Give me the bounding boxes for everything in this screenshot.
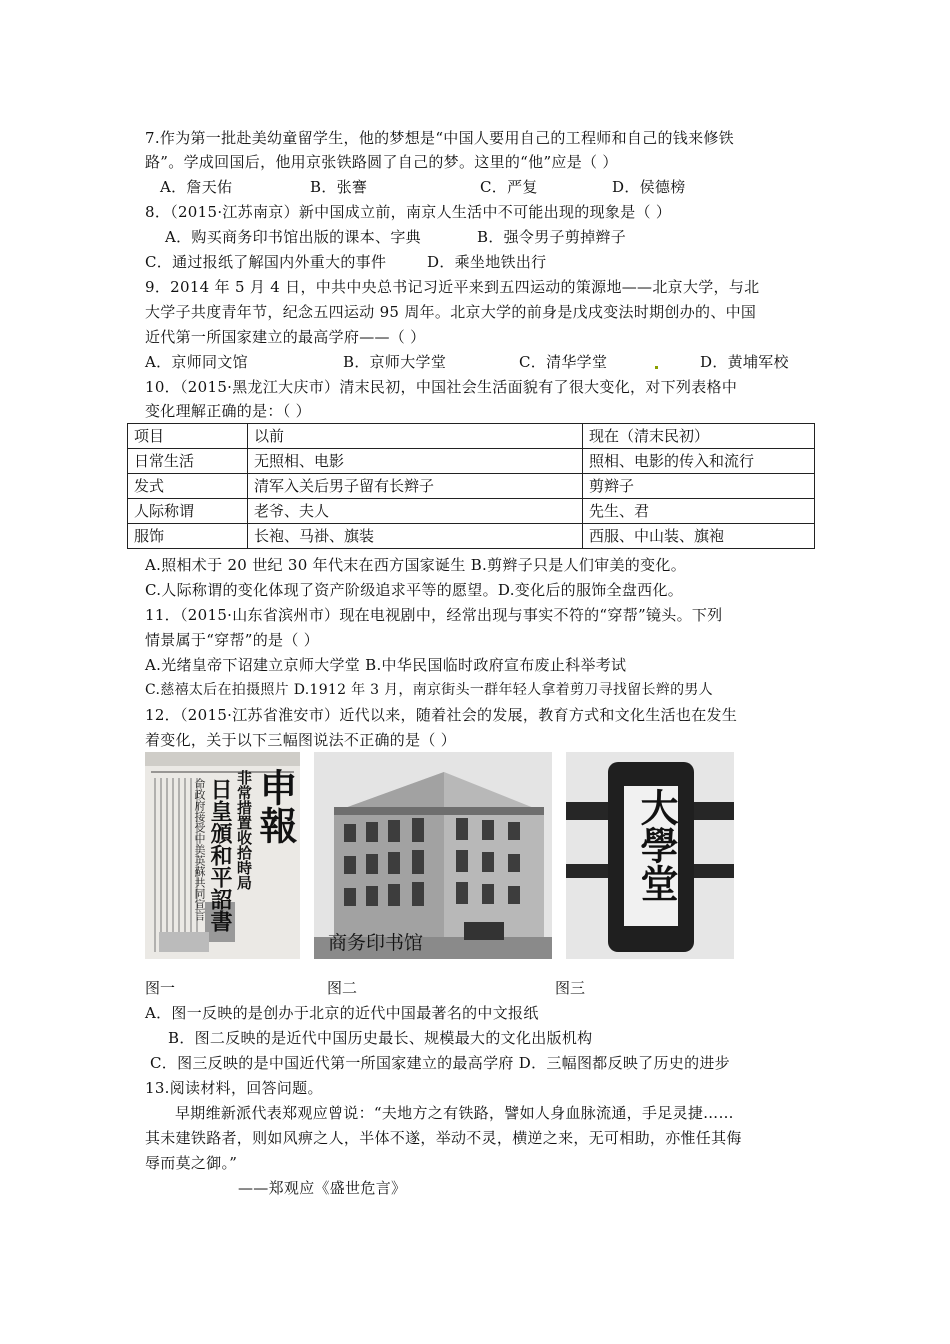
q12-stem-line2: 着变化，关于以下三幅图说法不正确的是（ ） (145, 731, 457, 749)
q10-options-line2[interactable]: C.人际称谓的变化体现了资产阶级追求平等的愿望。D.变化后的服饰全盘西化。 (145, 581, 684, 599)
q11-options-line1[interactable]: A.光绪皇帝下诏建立京师大学堂 B.中华民国临时政府宣布废止科举考试 (145, 656, 627, 674)
q8-option-d[interactable]: D．乘坐地铁出行 (427, 253, 547, 271)
q10-options-line1[interactable]: A.照相术于 20 世纪 30 年代末在西方国家诞生 B.剪辫子只是人们审美的变化。 (145, 556, 687, 574)
table-cell: 长袍、马褂、旗装 (248, 524, 583, 549)
table-cell: 西服、中山装、旗袍 (583, 524, 815, 549)
q13-material-line1: 早期维新派代表郑观应曾说：“夫地方之有铁路，譬如人身血脉流通，手足灵捷…… (175, 1104, 734, 1122)
figure-commercial-press (314, 752, 552, 959)
q11-stem-line1: 11．（2015·山东省滨州市）现在电视剧中，经常出现与事实不符的“穿帮”镜头。下列 (145, 606, 723, 624)
figure-plaque (566, 752, 734, 959)
newspaper-headline2: 日皇頒和平詔書 (207, 778, 233, 932)
newspaper-headline1: 非常措置收拾時局 (235, 770, 253, 890)
table-cell: 照相、电影的传入和流行 (583, 449, 815, 474)
q10-stem-line1: 10．（2015·黑龙江大庆市）清末民初，中国社会生活面貌有了很大变化，对下列表格中 (145, 378, 738, 396)
table-header-cell: 以前 (248, 424, 583, 449)
q9-stem-line1: 9．2014 年 5 月 4 日，中共中央总书记习近平来到五四运动的策源地——北京大学，与北 (145, 278, 760, 296)
table-row (128, 524, 815, 549)
table-cell: 老爷、夫人 (248, 499, 583, 524)
q7-stem-line1: 7.作为第一批赴美幼童留学生，他的梦想是“中国人要用自己的工程师和自己的钱来修铁 (145, 129, 734, 147)
q9-option-b[interactable]: B．京师大学堂 (343, 353, 447, 371)
table-header-cell: 项目 (128, 424, 248, 449)
table-cell: 发式 (128, 474, 248, 499)
q9-option-d[interactable]: D．黄埔军校 (700, 353, 789, 371)
building-image (314, 752, 552, 959)
q7-option-d[interactable]: D．侯德榜 (612, 178, 686, 196)
q12-stem-line1: 12．（2015·江苏省淮安市）近代以来，随着社会的发展，教育方式和文化生活也在发生 (145, 706, 738, 724)
table-header-cell: 现在（清末民初） (583, 424, 815, 449)
q12-option-b[interactable]: B．图二反映的是近代中国历史最长、规模最大的文化出版机构 (168, 1029, 593, 1047)
table-row (128, 474, 815, 499)
q8-option-a[interactable]: A．购买商务印书馆出版的课本、字典 (165, 228, 421, 246)
q9-stem-line2: 大学子共度青年节，纪念五四运动 95 周年。北京大学的前身是戊戌变法时期创办的、中国 (145, 303, 757, 321)
figure-caption-1: 图一 (145, 979, 176, 997)
q7-option-b[interactable]: B．张謇 (310, 178, 368, 196)
q11-stem-line2: 情景属于“穿帮”的是（ ） (145, 631, 320, 649)
q9-stem-line3: 近代第一所国家建立的最高学府——（ ） (145, 328, 426, 346)
newspaper-masthead: 申報 (253, 768, 298, 844)
table-cell: 剪辫子 (583, 474, 815, 499)
newspaper-headline3: 命政府接受中美英蘇共同宣言 (193, 778, 206, 921)
q8-stem: 8．（2015·江苏南京）新中国成立前，南京人生活中不可能出现的现象是（ ） (145, 203, 672, 221)
table-row (128, 499, 815, 524)
q13-stem: 13.阅读材料，回答问题。 (145, 1079, 323, 1097)
q12-option-a[interactable]: A．图一反映的是创办于北京的近代中国最著名的中文报纸 (145, 1004, 539, 1022)
q10-stem-line2: 变化理解正确的是：（ ） (145, 402, 311, 420)
table-header-row (128, 424, 815, 449)
q7-option-c[interactable]: C．严复 (480, 178, 538, 196)
building-label: 商务印书馆 (328, 932, 424, 954)
table-cell: 清军入关后男子留有长辫子 (248, 474, 583, 499)
stray-dot (655, 366, 658, 369)
q11-options-line2[interactable]: C.慈禧太后在拍摄照片 D.1912 年 3 月，南京街头一群年轻人拿着剪刀寻找留长辫的男人 (145, 682, 713, 698)
q12-option-cd[interactable]: C．图三反映的是中国近代第一所国家建立的最高学府 D．三幅图都反映了历史的进步 (150, 1054, 730, 1072)
comparison-table (127, 423, 815, 549)
table-row (128, 449, 815, 474)
q13-material-line3: 辱而莫之御。” (145, 1154, 238, 1172)
table-cell: 日常生活 (128, 449, 248, 474)
plaque-text: 大學堂 (634, 788, 679, 902)
figure-caption-3: 图三 (555, 979, 586, 997)
q9-option-c[interactable]: C．清华学堂 (519, 353, 608, 371)
table-cell: 无照相、电影 (248, 449, 583, 474)
q7-stem-line2: 路”。学成回国后，他用京张铁路圆了自己的梦。这里的“他”应是（ ） (145, 153, 618, 171)
figure-caption-2: 图二 (327, 979, 358, 997)
table-cell: 服饰 (128, 524, 248, 549)
figure-newspaper (145, 752, 300, 959)
q9-option-a[interactable]: A．京师同文馆 (145, 353, 248, 371)
q8-option-b[interactable]: B．强令男子剪掉辫子 (477, 228, 627, 246)
q7-option-a[interactable]: A．詹天佑 (160, 178, 233, 196)
q13-source: ——郑观应《盛世危言》 (238, 1179, 407, 1197)
q8-option-c[interactable]: C．通过报纸了解国内外重大的事件 (145, 253, 387, 271)
q13-material-line2: 其未建铁路者，则如风痹之人，半体不遂，举动不灵，横逆之来，无可相助，亦惟任其侮 (145, 1129, 742, 1147)
table-cell: 先生、君 (583, 499, 815, 524)
table-cell: 人际称谓 (128, 499, 248, 524)
